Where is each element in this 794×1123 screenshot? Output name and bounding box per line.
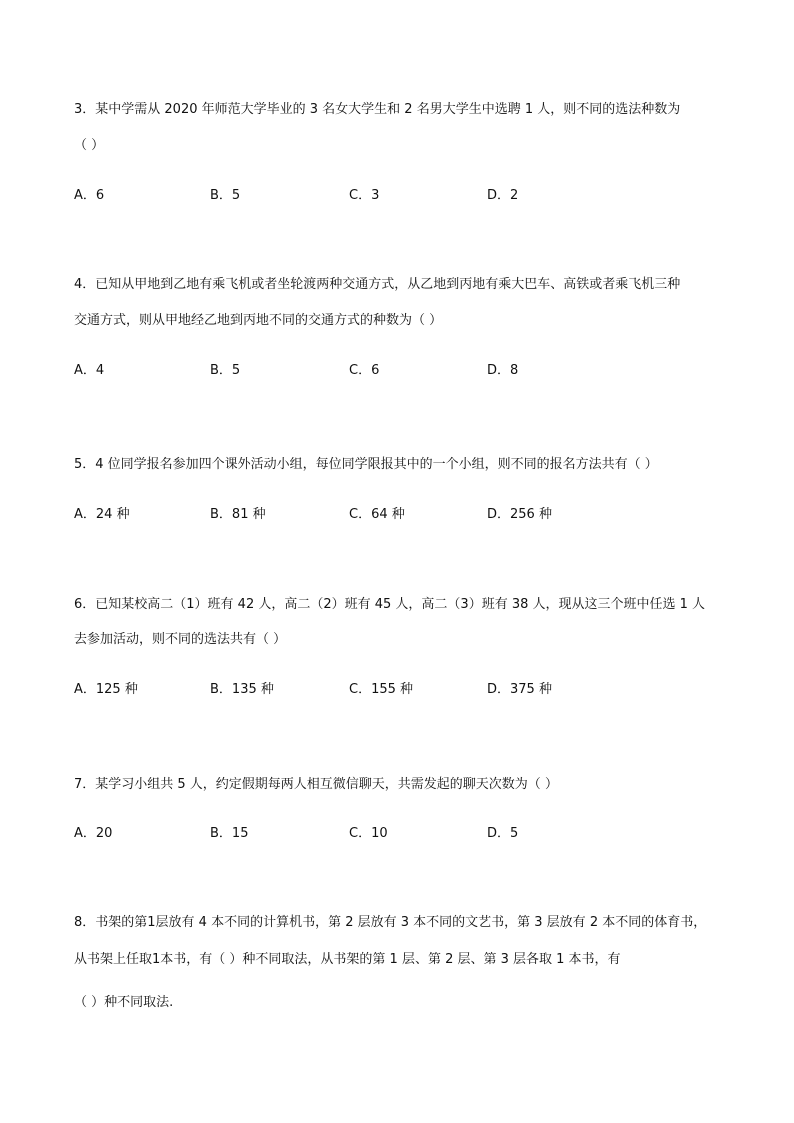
question-3-option-d: D．2 (487, 188, 519, 203)
question-8-stem-line-3: （ ）种不同取法. (74, 995, 174, 1010)
question-7-option-d: D．5 (487, 826, 519, 841)
question-6-option-a: A．125 种 (74, 682, 138, 697)
question-6-option-c: C．155 种 (349, 682, 414, 697)
question-4-option-b: B．5 (210, 363, 241, 378)
question-7-option-a: A．20 (74, 826, 113, 841)
question-6-stem-line-2: 去参加活动，则不同的选法共有（ ） (74, 632, 287, 647)
question-3-stem-line-1: 3．某中学需从 2020 年师范大学毕业的 3 名女大学生和 2 名男大学生中选聘 1 人，则不同的选法种数为 (74, 102, 681, 117)
question-6-option-d: D．375 种 (487, 682, 552, 697)
question-7-stem-line-1: 7．某学习小组共 5 人，约定假期每两人相互微信聊天，共需发起的聊天次数为（ ） (74, 777, 558, 792)
question-8-stem-line-1: 8．书架的第1层放有 4 本不同的计算机书，第 2 层放有 3 本不同的文艺书，第 3 层放有 2 本不同的体育书， (74, 915, 707, 930)
question-5-option-d: D．256 种 (487, 507, 552, 522)
question-3-option-c: C．3 (349, 188, 380, 203)
question-7-option-b: B．15 (210, 826, 249, 841)
question-6-option-b: B．135 种 (210, 682, 274, 697)
question-8-stem-line-2: 从书架上任取1本书，有（ ）种不同取法，从书架的第 1 层、第 2 层、第 3 层各取 1 本书，有 (74, 952, 621, 967)
question-3-stem-line-2: （ ） (74, 138, 105, 153)
question-4-option-c: C．6 (349, 363, 380, 378)
question-5-stem-line-1: 5．4 位同学报名参加四个课外活动小组，每位同学限报其中的一个小组，则不同的报名方法共有（ ） (74, 457, 658, 472)
question-5-option-c: C．64 种 (349, 507, 405, 522)
question-3-option-b: B．5 (210, 188, 241, 203)
question-4-stem-line-1: 4．已知从甲地到乙地有乘飞机或者坐轮渡两种交通方式，从乙地到丙地有乘大巴车、高铁或者乘飞机三种 (74, 277, 681, 292)
question-4-option-d: D．8 (487, 363, 519, 378)
question-5-option-a: A．24 种 (74, 507, 130, 522)
question-5-option-b: B．81 种 (210, 507, 266, 522)
question-4-stem-line-2: 交通方式，则从甲地经乙地到丙地不同的交通方式的种数为（ ） (74, 313, 443, 328)
question-3-option-a: A．6 (74, 188, 105, 203)
question-4-option-a: A．4 (74, 363, 105, 378)
question-6-stem-line-1: 6．已知某校高二（1）班有 42 人，高二（2）班有 45 人，高二（3）班有 38 人，现从这三个班中任选 1 人 (74, 597, 706, 612)
question-7-option-c: C．10 (349, 826, 388, 841)
